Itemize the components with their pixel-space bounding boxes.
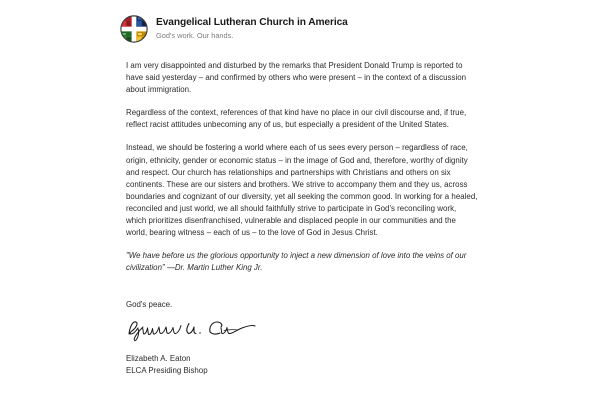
brand-block (156, 18, 348, 40)
letterhead (120, 15, 348, 43)
closing-salutation: God's peace. (126, 300, 173, 309)
organization-name: Evangelical Lutheran Church in America (156, 17, 348, 29)
elizabeth-eaton-signature (126, 317, 258, 343)
organization-tagline: God's work. Our hands. (156, 31, 234, 41)
letter-paragraph: Instead, we should be fostering a world where each of us sees every person – regardless of race, origin, ethnicity, gender or economic status – in the image of God and, therefore, worthy of dignity and respect. Our church has relationships and partnerships with Christians and others on six continents. These are our sisters and brothers. We strive to accompany them and they us, across boundaries and cognizant of our diversity, yet all seeking the common good. In working for a healed, reconciled and just world, we all should faithfully strive to participate in God's reconciling work, which prioritizes disenfranchised, vulnerable and displaced people in our communities and the world, bearing witness – each of us – to the love of God in Jesus Christ. (126, 143, 478, 238)
signer-name: Elizabeth A. Eaton (126, 354, 191, 364)
signer-block (126, 353, 426, 376)
elca-logo-icon (120, 15, 148, 43)
closing-block (126, 299, 426, 376)
letter-body (126, 60, 478, 274)
signer-title: ELCA Presiding Bishop (126, 365, 208, 375)
letter-paragraph: I am very disappointed and disturbed by the remarks that President Donald Trump is reported to have said yesterday – and confirmed by others who were present – in the context of a discussion about immigration. (126, 61, 467, 95)
letter-paragraph: Regardless of the context, references of that kind have no place in our civil discourse and, if true, reflect racist attitudes unbecoming any of us, but especially a president of the United States. (126, 108, 467, 130)
mlk-quote: "We have before us the glorious opportunity to inject a new dimension of love into the veins of our civilization" —Dr. Martin Luther King Jr. (126, 251, 467, 273)
